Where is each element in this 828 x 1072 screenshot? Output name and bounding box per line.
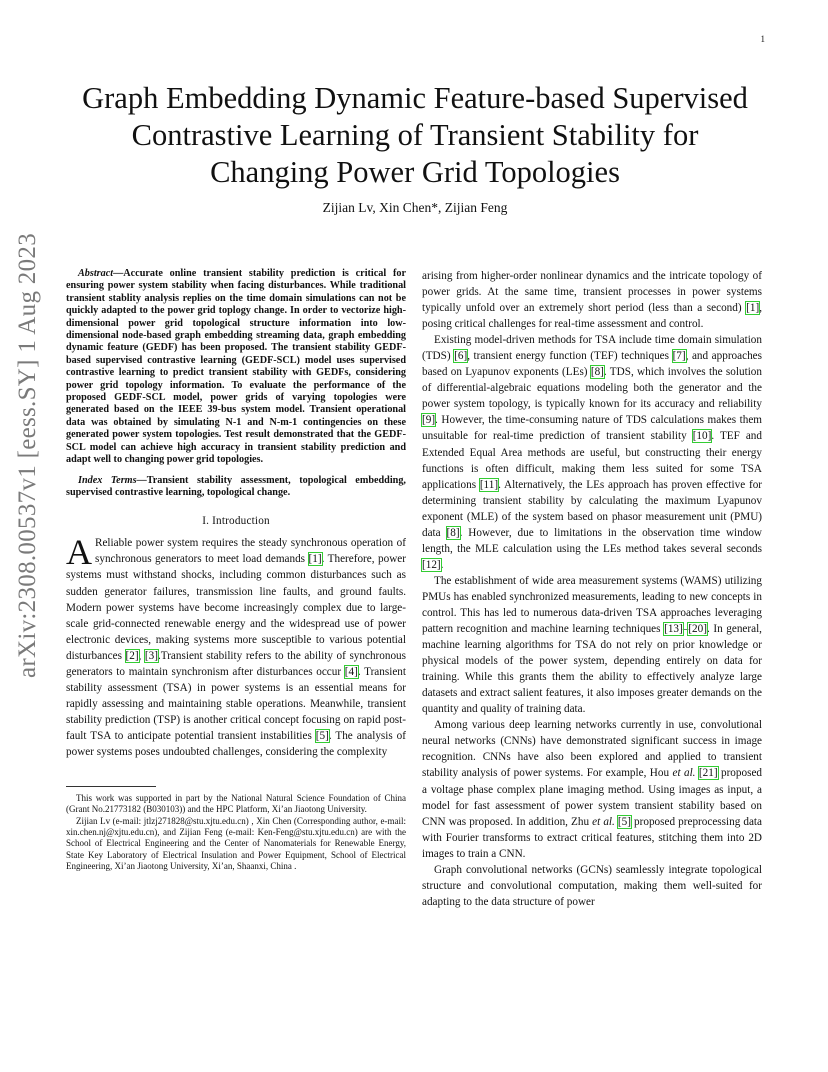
section-heading-introduction: I. Introduction (202, 515, 270, 528)
body-text: Existing model-driven methods for TSA include time domain simulation (TDS) (422, 334, 762, 363)
citation-link[interactable]: [4] (344, 665, 358, 678)
citation-link[interactable]: [8] (446, 526, 460, 539)
abstract-text: —Accurate online transient stability prediction is critical for ensuring power system stability when facing disturbances. While traditional transient stablity analysis replies on the time domain simulations can not be quickly adapted to the power grid toplogy change. In order to vectorize high-dimensional power grid topological structure information into low-dimensional node-based graph embedding streaming data, graph embedding dynamic feature (GEDF) has been proposed. The transient stability GEDF-based supervised contrastive learning (GEDF-SCL) model uses supervised contrastive learning to predict transient stability with GEDFs, considering power grid topology information. To evaluate the performance of the proposed GEDF-SCL model, power grids of varying topologies were generated based on the IEEE 39-bus system model. Transient operational data was obtained by simulating N-1 and N-m-1 contingencies on these generated power system topologies. Test result demonstrated that the GEDF-SCL model can achieve high accuracy in transient stability prediction and adapt well to changing power grid topologies. (66, 268, 406, 466)
body-text: . TEF and Extended Equal Area methods are useful, but constructing their energy functions is often difficult, making them less suited for some TSA applications (422, 430, 762, 491)
citation-link[interactable]: [8] (590, 366, 604, 379)
body-paragraph: Graph convolutional networks (GCNs) seamlessly integrate topological structure and convolutional computation, making them well-suited for adapting to the data structure of power (422, 863, 762, 908)
citation-link[interactable]: [5] (315, 729, 329, 742)
page-number: 1 (760, 34, 765, 44)
citation-link[interactable]: [1] (308, 553, 322, 566)
citation-link[interactable]: [10] (692, 430, 712, 443)
body-text: – (682, 623, 689, 636)
body-text: . In general, machine learning algorithms for TSA do not rely on prior knowledge or physical models of the power system, depending entirely on data for training. While this grants them the ability to effectively analyze large datasets and extract salient features, it also imposes greater demands on the quantity and quality of training data. (422, 623, 762, 716)
body-text: et al. (592, 815, 615, 828)
footnote-affiliations: Zijian Lv (e-mail: jtlzj271828@stu.xjtu.edu.cn) , Xin Chen (Corresponding author, e-mail: xin.chen.nj@xjtu.edu.cn), and Zijian Feng (e-mail: Ken-Feng@stu.xjtu.edu.cn) are with the School of Electrical Engineering and the Center of Nanomaterials for Renewable Energy, State Key Laboratory of Electrical Insulation and Power Equipment, School of Electrical Engineering, Xi’an Jiaotong University, Xi’an, Shaanxi, China . (66, 815, 406, 871)
author-list: Zijian Lv, Xin Chen*, Zijian Feng (322, 200, 508, 215)
intro-text: .Transient stability refers to the ability of synchronous generators to maintain synchronism after disturbances occur (66, 649, 406, 678)
arxiv-watermark: arXiv:2308.00537v1 [eess.SY] 1 Aug 2023 (14, 232, 41, 678)
body-text: , and approaches based on Lyapunov exponents (LEs) (422, 350, 762, 379)
body-text: Among various deep learning networks currently in use, convolutional neural networks (CNNs) have demonstrated significant success in image recognition. CNNs have also been explored and applied to transient stability analysis of power systems. For example, Hou (422, 719, 762, 780)
citation-link[interactable]: [1] (746, 302, 760, 315)
index-terms-lead: Index Terms (78, 474, 137, 486)
intro-text: , (138, 649, 145, 662)
intro-text: . The analysis of power systems poses undoubted challenges, considering the complexity (66, 729, 406, 758)
dropcap-letter: A (66, 532, 92, 573)
abstract (66, 268, 406, 467)
citation-link[interactable]: [3] (144, 649, 158, 662)
intro-text: . Transient stability assessment (TSA) in power systems is an essential means for rapidly assessing and maintaining stable operations. Meanwhile, transient stability prediction (TSP) is another critical concept focusing on rapid post-fault TSA to anticipate potential transient instabilities (66, 665, 406, 742)
citation-link[interactable]: [2] (125, 649, 139, 662)
body-text: . However, due to limitations in the observation time window length, the MLE calculation using the LEs method takes several seconds (422, 526, 762, 555)
citation-link[interactable]: [5] (617, 815, 631, 828)
citation-link[interactable]: [20] (688, 623, 707, 636)
index-terms-text: —Transient stability assessment, topological embedding, supervised contrastive learning, topological change. (66, 474, 406, 498)
citation-link[interactable]: [12] (422, 558, 441, 571)
body-text: proposed preprocessing data with Fourier transforms to extract critical features, stitching them into 2D images to train a CNN. (422, 815, 763, 860)
body-text: proposed a voltage phase complex plane imaging method. Using images as input, a model for fast assessment of power system transient stability based on CNN was proposed. In addition, Zhu (422, 767, 762, 828)
citation-link[interactable]: [21] (698, 767, 718, 780)
index-terms (66, 475, 406, 500)
body-text: . (440, 558, 444, 571)
footnote-rule (66, 786, 156, 787)
body-text: , transient energy function (TEF) techniques (467, 350, 673, 363)
body-text: The establishment of wide area measurement systems (WAMS) utilizing PMUs has enabled synchronized measurements, leading to new concepts in control. This has led to numerous data-driven TSA approaches leveraging pattern recognition and machine learning techniques (422, 574, 762, 636)
citation-link[interactable]: [9] (422, 414, 436, 427)
right-column (422, 268, 762, 910)
footnote-funding: This work was supported in part by the National Natural Science Foundation of China (Grant No.21773182 (B030103)) and the HPC Platform, Xi’an Jiaotong University. (66, 793, 406, 815)
body-text: arising from higher-order nonlinear dynamics and the intricate topology of power grids. At the same time, transient processes in power systems typically unfold over an extremely short period (less than a second) (422, 270, 762, 315)
body-paragraph (422, 332, 762, 573)
citation-link[interactable]: [11] (479, 478, 499, 491)
body-text: et al. (672, 767, 696, 780)
left-column (66, 268, 406, 872)
intro-text: Reliable power system requires the steady synchronous operation of synchronous generators to meet load demands (95, 537, 406, 566)
body-paragraph (422, 717, 762, 861)
abstract-lead: Abstract (78, 268, 114, 279)
citation-link[interactable]: [13] (664, 623, 683, 636)
citation-link[interactable]: [6] (454, 350, 468, 363)
citation-link[interactable]: [7] (672, 350, 686, 363)
body-paragraph (422, 573, 762, 717)
body-paragraph (422, 268, 762, 332)
intro-paragraph (66, 532, 406, 760)
intro-text: . Therefore, power systems must withstand shocks, including common disturbances such as sudden generator failures, transmission line faults, and ground faults. Modern power systems have become increasingly complex due to large-scale grid-connected renewable energy and the widespread use of power electronic devices, making systems more susceptible to various potential disturbances (66, 553, 406, 662)
paper-title: Graph Embedding Dynamic Feature-based Supervised Contrastive Learning of Transient Stability for Changing Power Grid Topologies (82, 81, 748, 189)
body-text: . However, the time-consuming nature of TDS calculations makes them unsuitable for real-time prediction of transient stability (422, 414, 762, 443)
body-text: . TDS, which involves the solution of differential-algebraic equations modeling both the generator and the power system topology, is typically known for its accuracy and reliability (422, 366, 762, 411)
body-text: , posing critical challenges for real-time assessment and control. (422, 302, 762, 331)
body-text: . Alternatively, the LEs approach has proven effective for determining transient stability by calculating the maximum Lyapunov exponent (MLE) of the system based on phasor measurement unit (PMU) data (422, 478, 763, 539)
